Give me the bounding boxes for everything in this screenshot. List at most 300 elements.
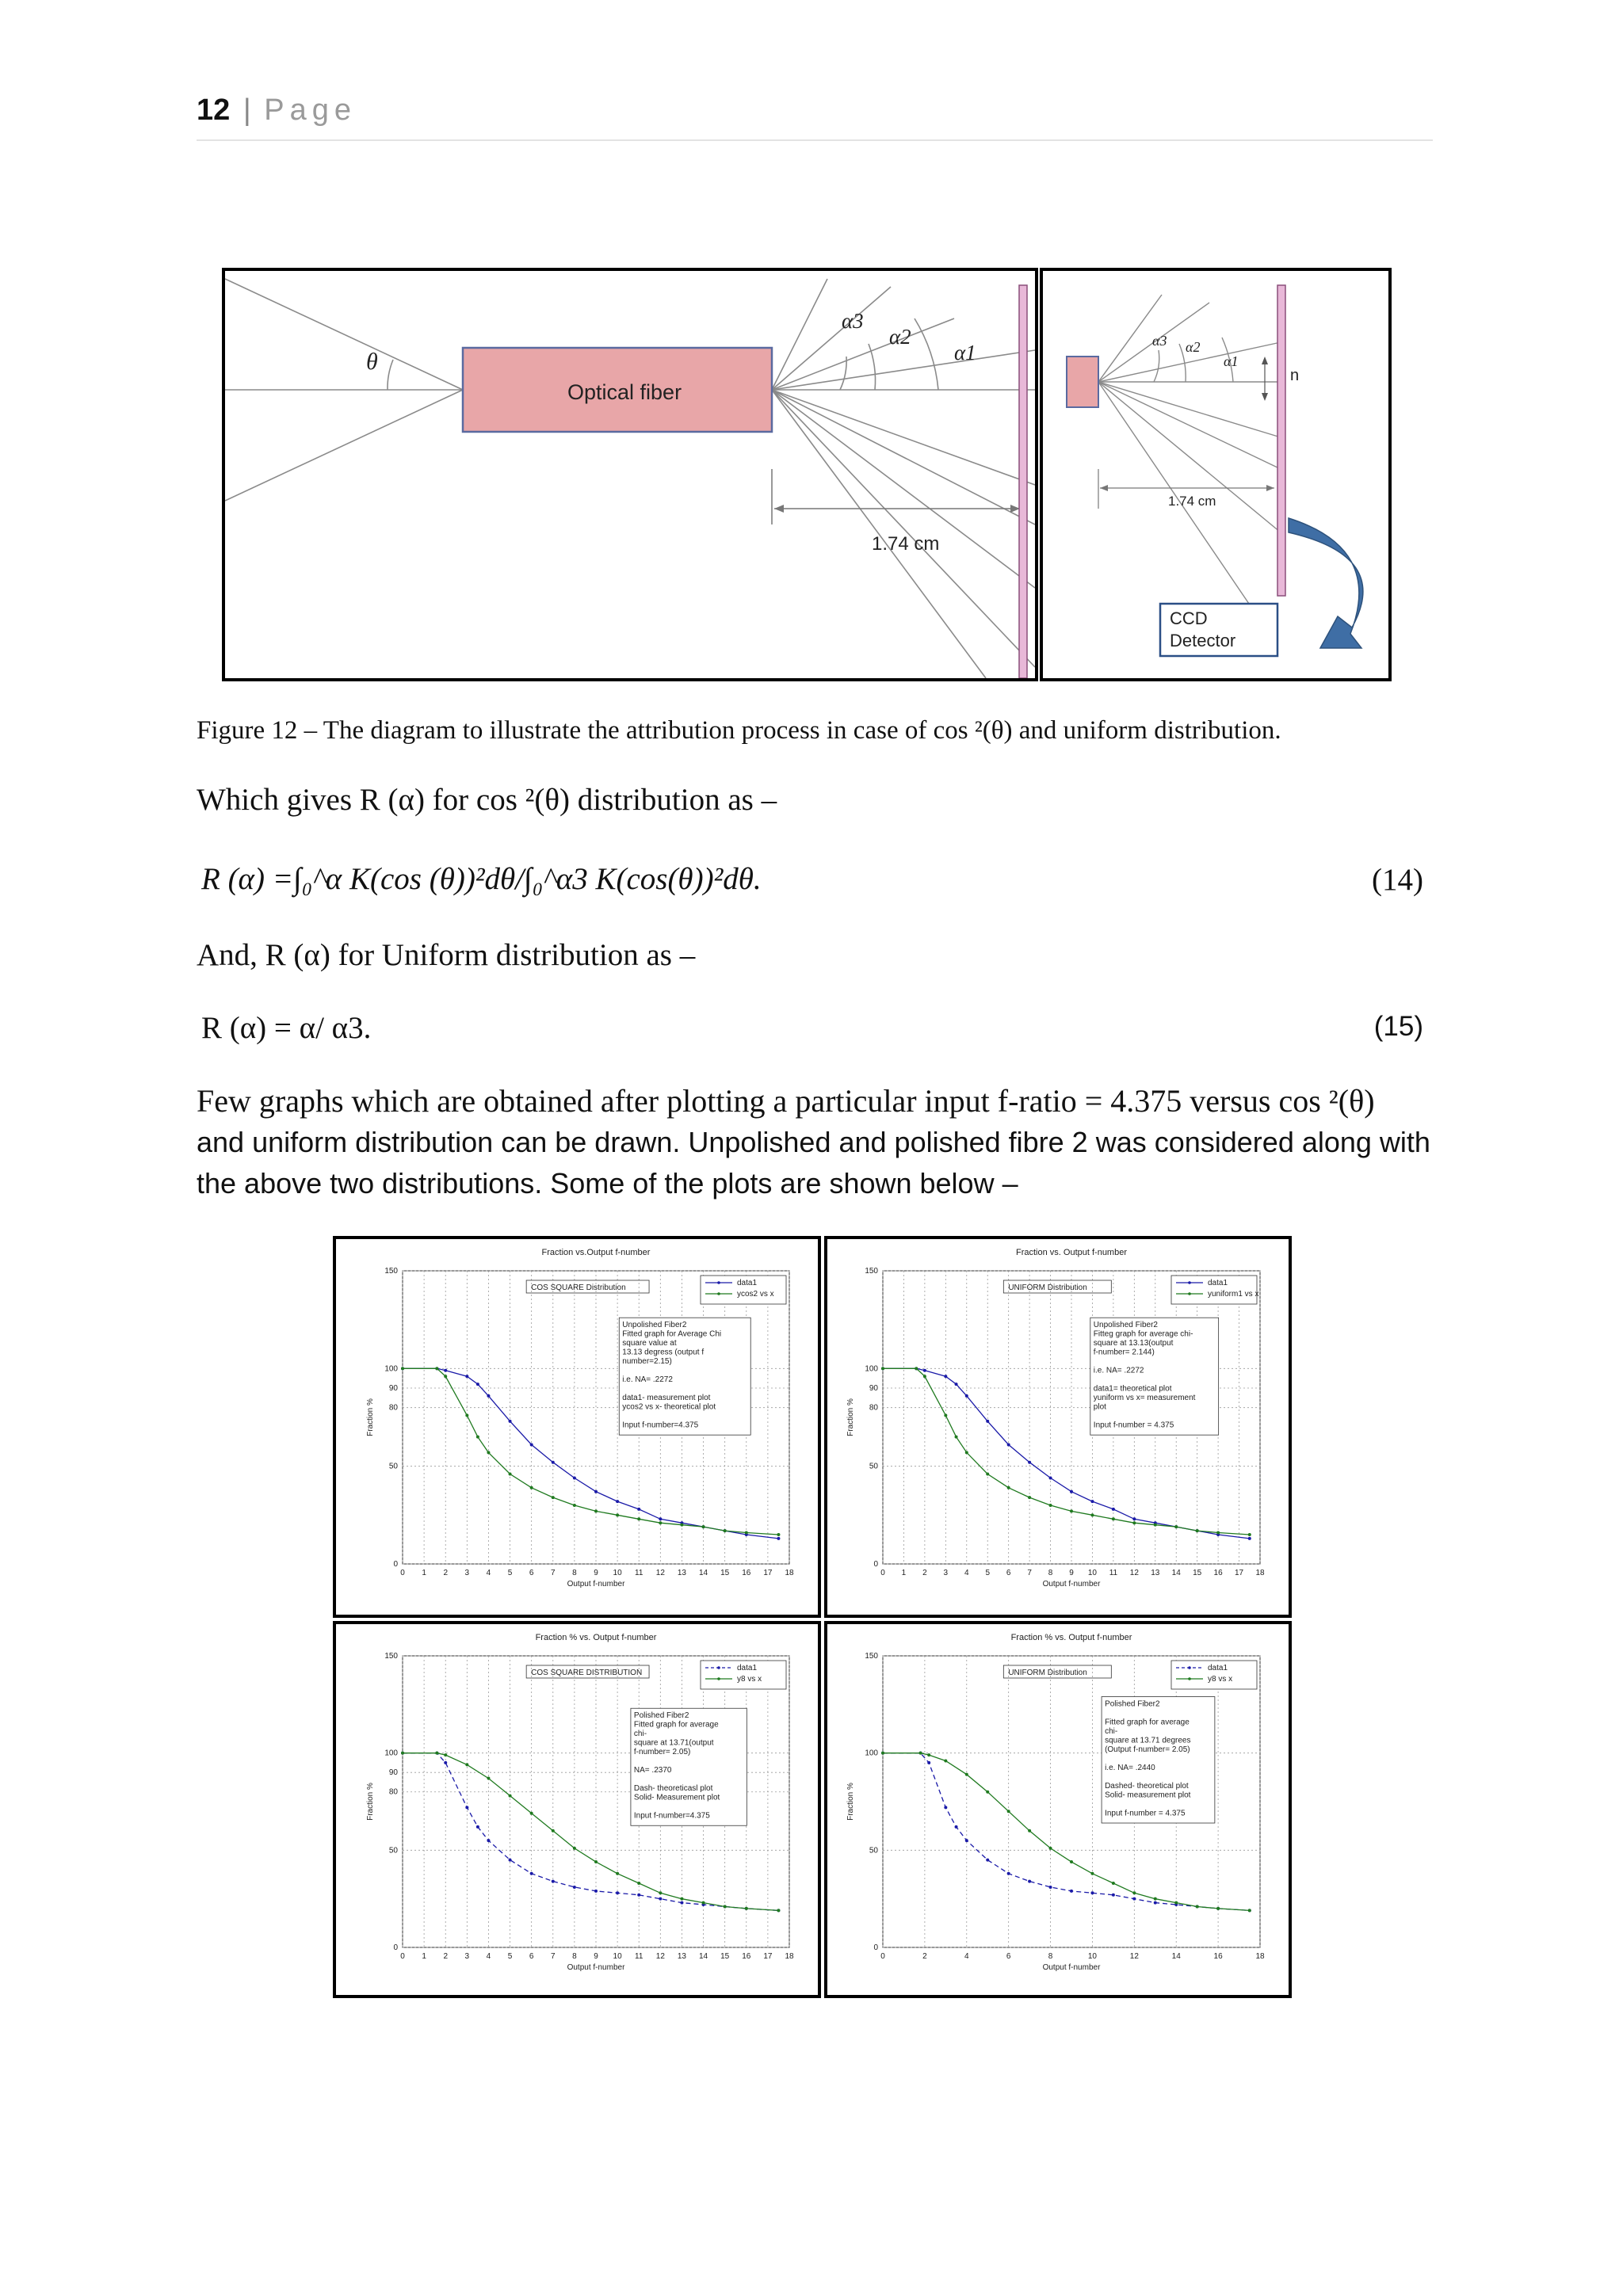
data-point (530, 1444, 533, 1447)
alpha2-label: α2 (889, 325, 911, 349)
paragraph-line-2: and uniform distribution can be drawn. Unpolished and polished fibre 2 was considered along with (197, 1126, 1430, 1158)
chart-title: Fraction % vs. Output f-number (1010, 1633, 1132, 1642)
annotation-line: i.e. NA= .2440 (1105, 1764, 1155, 1773)
data-point (552, 1461, 555, 1464)
data-point (530, 1486, 533, 1489)
annotation-line: NA= .2370 (633, 1766, 672, 1775)
data-point (573, 1847, 576, 1850)
data-point (659, 1897, 662, 1901)
legend-label: data1 (737, 1279, 758, 1287)
paragraph-line-1: Few graphs which are obtained after plotting a particular input f-ratio = 4.375 versus cos ²(θ) (197, 1083, 1375, 1119)
annotation-line: Fitteg graph for average chi- (1093, 1329, 1193, 1339)
x-tick-label: 0 (400, 1952, 405, 1961)
data-point (1112, 1894, 1115, 1897)
annotation-line: Input f-number = 4.375 (1105, 1809, 1186, 1818)
data-point (594, 1890, 598, 1893)
data-point (1132, 1891, 1136, 1894)
annotation-line: i.e. NA= .2272 (622, 1375, 673, 1385)
x-tick-label: 14 (1171, 1569, 1181, 1577)
data-point (509, 1473, 512, 1476)
x-tick-label: 11 (635, 1569, 643, 1577)
data-point (594, 1860, 598, 1863)
data-point (986, 1473, 989, 1476)
paragraph-line-3: the above two distributions. Some of the plots are shown below – (197, 1167, 1018, 1199)
data-point (435, 1367, 438, 1370)
x-tick-label: 11 (635, 1952, 643, 1961)
x-tick-label: 14 (698, 1569, 708, 1577)
chart-svg (827, 1239, 1289, 1615)
x-tick-label: 12 (1129, 1952, 1139, 1961)
x-tick-label: 9 (1069, 1569, 1074, 1577)
data-point (487, 1451, 490, 1454)
data-point (530, 1812, 533, 1815)
y-tick-label: 0 (873, 1943, 878, 1952)
x-tick-label: 1 (422, 1952, 426, 1961)
data-point (944, 1375, 947, 1378)
annotation-line: Polished Fiber2 (1105, 1699, 1160, 1709)
legend-marker (717, 1281, 720, 1284)
y-axis-label: Fraction % (846, 1783, 855, 1821)
x-tick-label: 16 (1213, 1569, 1223, 1577)
data-point (1028, 1829, 1031, 1833)
data-point (616, 1891, 619, 1894)
legend-label: data1 (1208, 1279, 1228, 1287)
legend-marker (1188, 1677, 1191, 1680)
annotation-line: Unpolished Fiber2 (1093, 1321, 1158, 1330)
data-point (1132, 1517, 1136, 1520)
data-point (616, 1500, 619, 1503)
annotation-line: Dash- theoreticasl plot (633, 1784, 713, 1794)
text-line-1: Which gives R (α) for cos ²(θ) distribution as – (197, 783, 777, 817)
data-point (923, 1375, 926, 1378)
annotation-line: plot (1093, 1402, 1106, 1412)
data-point (659, 1891, 662, 1894)
alpha2-label-right: α2 (1186, 339, 1201, 355)
data-point (1070, 1860, 1073, 1863)
annotation-line: ycos2 vs x- theoretical plot (622, 1402, 716, 1412)
data-point (1112, 1508, 1115, 1511)
data-point (1049, 1886, 1052, 1889)
y-tick-label: 80 (388, 1403, 398, 1413)
legend-label: ycos2 vs x (737, 1290, 774, 1299)
y-tick-label: 150 (384, 1652, 398, 1661)
data-point (1090, 1872, 1094, 1875)
x-tick-label: 18 (1255, 1952, 1265, 1961)
data-point (1007, 1872, 1010, 1875)
x-tick-label: 4 (964, 1952, 969, 1961)
annotation-line: i.e. NA= .2272 (1093, 1366, 1144, 1375)
x-tick-label: 5 (985, 1569, 991, 1577)
x-tick-label: 3 (464, 1569, 470, 1577)
data-point (1028, 1496, 1031, 1499)
annotation-line: Solid- Measurement plot (633, 1793, 720, 1802)
y-tick-label: 150 (865, 1652, 878, 1661)
x-axis-label: Output f-number (1042, 1580, 1101, 1589)
equation-15: R (α) = α/ α3. (201, 1011, 372, 1045)
data-point (401, 1752, 404, 1755)
page-number: 12 (197, 93, 231, 127)
x-tick-label: 9 (594, 1952, 598, 1961)
x-tick-label: 10 (1087, 1569, 1098, 1577)
distribution-label: COS SQUARE Distribution (531, 1283, 626, 1292)
legend-label: yuniform1 vs x (1208, 1290, 1259, 1299)
x-tick-label: 2 (922, 1569, 927, 1577)
data-point (777, 1533, 780, 1536)
data-point (616, 1513, 619, 1516)
x-tick-label: 5 (507, 1952, 513, 1961)
alpha3-label-right: α3 (1152, 333, 1167, 349)
legend-marker (1188, 1666, 1191, 1669)
data-point (965, 1839, 968, 1842)
data-point (1154, 1897, 1157, 1901)
x-axis-label: Output f-number (1042, 1963, 1101, 1972)
data-point (965, 1394, 968, 1398)
data-point (1132, 1521, 1136, 1524)
x-tick-label: 0 (400, 1569, 405, 1577)
equation-15-number: (15) (1373, 1011, 1423, 1042)
y-tick-label: 80 (869, 1403, 878, 1413)
data-point (465, 1414, 468, 1417)
data-point (552, 1496, 555, 1499)
data-point (659, 1521, 662, 1524)
x-tick-label: 1 (901, 1569, 907, 1577)
data-point (573, 1886, 576, 1889)
annotation-line: yuniform vs x= measurement (1093, 1394, 1196, 1403)
legend-marker (717, 1292, 720, 1295)
data-point (1196, 1529, 1199, 1532)
diagram-left-svg (225, 271, 1035, 678)
data-point (1154, 1524, 1157, 1527)
data-point (965, 1451, 968, 1454)
data-point (444, 1753, 447, 1756)
x-tick-label: 16 (742, 1569, 751, 1577)
data-point (476, 1436, 479, 1439)
data-point (745, 1907, 748, 1910)
annotation-line: Solid- measurement plot (1105, 1791, 1191, 1800)
chart-cos-square-unpolished (333, 1236, 821, 1618)
data-point (944, 1414, 947, 1417)
legend-marker (1188, 1281, 1191, 1284)
chart-svg (827, 1624, 1289, 1995)
data-point (1174, 1525, 1178, 1528)
data-point (637, 1517, 640, 1520)
x-tick-label: 6 (529, 1569, 534, 1577)
x-tick-label: 8 (572, 1569, 577, 1577)
chart-title: Fraction vs. Output f-number (1016, 1248, 1127, 1257)
data-point (509, 1859, 512, 1862)
annotation-line: Input f-number=4.375 (622, 1421, 699, 1430)
x-tick-label: 0 (880, 1569, 885, 1577)
data-point (944, 1806, 947, 1809)
distribution-label: COS SQUARE DISTRIBUTION (531, 1669, 643, 1677)
annotation-line: Fitted graph for average (1105, 1718, 1190, 1727)
data-point (637, 1882, 640, 1885)
data-point (444, 1369, 447, 1372)
annotation-line: Input f-number=4.375 (633, 1811, 710, 1821)
x-tick-label: 12 (1129, 1569, 1139, 1577)
x-tick-label: 18 (785, 1952, 794, 1961)
y-tick-label: 100 (384, 1364, 398, 1374)
data-point (444, 1375, 447, 1378)
y-tick-label: 90 (869, 1384, 878, 1393)
annotation-line: 13.13 degress (output f (622, 1348, 705, 1357)
x-tick-label: 15 (720, 1569, 730, 1577)
distribution-label: UNIFORM Distribution (1008, 1283, 1087, 1292)
y-tick-label: 0 (873, 1560, 878, 1569)
x-tick-label: 13 (677, 1952, 687, 1961)
diagram-left (222, 268, 1038, 681)
x-tick-label: 3 (464, 1952, 470, 1961)
figure-caption: Figure 12 – The diagram to illustrate the attribution process in case of cos ²(θ) and uniform distribution. (197, 716, 1281, 745)
data-point (724, 1529, 727, 1532)
data-point (1007, 1486, 1010, 1489)
legend-marker (717, 1677, 720, 1680)
x-tick-label: 18 (1255, 1569, 1265, 1577)
x-tick-label: 15 (720, 1952, 730, 1961)
x-tick-label: 16 (1213, 1952, 1223, 1961)
data-point (881, 1752, 884, 1755)
annotation-line: square at 13.71 degrees (1105, 1736, 1191, 1745)
x-tick-label: 10 (613, 1569, 622, 1577)
theta-label: θ (366, 349, 378, 375)
distance-label: 1.74 cm (872, 533, 940, 555)
data-point (1248, 1533, 1251, 1536)
annotation-line: number=2.15) (622, 1357, 672, 1367)
data-point (1248, 1909, 1251, 1912)
annotation-line: (Output f-number= 2.05) (1105, 1745, 1190, 1755)
equation-14-number: (14) (1372, 863, 1423, 897)
y-tick-label: 150 (384, 1267, 398, 1276)
data-point (724, 1905, 727, 1908)
data-point (955, 1436, 958, 1439)
data-point (1154, 1901, 1157, 1905)
data-point (1112, 1882, 1115, 1885)
x-tick-label: 17 (763, 1952, 773, 1961)
annotation-line: f-number= 2.05) (633, 1748, 691, 1757)
legend-label: data1 (737, 1664, 758, 1672)
x-tick-label: 0 (880, 1952, 885, 1961)
data-point (465, 1375, 468, 1378)
chart-uniform-polished (824, 1621, 1292, 1998)
data-point (594, 1490, 598, 1493)
y-axis-label: Fraction % (366, 1783, 375, 1821)
detector-label-2: Detector (1170, 631, 1236, 650)
distribution-label: UNIFORM Distribution (1008, 1669, 1087, 1677)
x-tick-label: 18 (785, 1569, 794, 1577)
chart-cos-square-polished (333, 1621, 821, 1998)
data-point (552, 1829, 555, 1833)
data-point (680, 1524, 683, 1527)
data-point (1090, 1513, 1094, 1516)
legend-label: data1 (1208, 1664, 1228, 1672)
x-tick-label: 13 (1151, 1569, 1160, 1577)
x-tick-label: 4 (486, 1952, 491, 1961)
data-point (1070, 1509, 1073, 1512)
annotation-line: f-number= 2.144) (1093, 1348, 1155, 1357)
y-axis-label: Fraction % (366, 1398, 375, 1436)
annotation-line: Fitted graph for Average Chi (622, 1329, 722, 1339)
legend-marker (717, 1666, 720, 1669)
y-tick-label: 0 (393, 1943, 398, 1952)
y-tick-label: 50 (869, 1846, 878, 1855)
data-point (465, 1763, 468, 1766)
x-tick-label: 4 (964, 1569, 969, 1577)
data-point (659, 1517, 662, 1520)
x-tick-label: 16 (742, 1952, 751, 1961)
data-point (552, 1880, 555, 1883)
data-point (509, 1420, 512, 1423)
alpha1-label-right: α1 (1224, 353, 1239, 369)
x-tick-label: 8 (1048, 1569, 1053, 1577)
diagram-right-svg (1043, 271, 1388, 678)
data-point (1070, 1890, 1073, 1893)
data-point (509, 1794, 512, 1798)
page-word: Page (264, 93, 357, 127)
annotation-line: square value at (622, 1339, 677, 1348)
x-tick-label: 12 (655, 1569, 665, 1577)
x-tick-label: 14 (1171, 1952, 1181, 1961)
annotation-box (1102, 1697, 1215, 1824)
y-tick-label: 90 (388, 1768, 398, 1778)
annotation-line: Polished Fiber2 (633, 1711, 689, 1721)
y-tick-label: 150 (865, 1267, 878, 1276)
data-point (616, 1872, 619, 1875)
equation-14: R (α) =∫₀^α K(cos (θ))²dθ/∫₀^α3 K(cos(θ))²dθ. (201, 862, 762, 896)
fiber-label: Optical fiber (567, 380, 682, 404)
x-tick-label: 7 (550, 1952, 556, 1961)
data-point (986, 1420, 989, 1423)
n-label: n (1290, 367, 1300, 384)
x-tick-label: 14 (698, 1952, 708, 1961)
data-point (573, 1504, 576, 1507)
x-tick-label: 15 (1193, 1569, 1202, 1577)
x-tick-label: 10 (613, 1952, 622, 1961)
data-point (1028, 1461, 1031, 1464)
x-tick-label: 1 (422, 1569, 426, 1577)
data-point (881, 1367, 884, 1370)
legend-label: y8 vs x (737, 1675, 762, 1684)
data-point (1007, 1444, 1010, 1447)
x-tick-label: 10 (1087, 1952, 1098, 1961)
data-point (1132, 1897, 1136, 1901)
data-point (1070, 1490, 1073, 1493)
data-point (927, 1761, 930, 1764)
x-tick-label: 8 (1048, 1952, 1053, 1961)
data-point (573, 1476, 576, 1479)
x-tick-label: 2 (922, 1952, 927, 1961)
data-point (680, 1901, 683, 1905)
data-point (487, 1394, 490, 1398)
x-axis-label: Output f-number (567, 1963, 625, 1972)
data-point (919, 1752, 922, 1755)
chart-svg (336, 1624, 818, 1995)
x-tick-label: 12 (655, 1952, 665, 1961)
data-point (1216, 1531, 1220, 1535)
data-point (915, 1367, 918, 1370)
data-point (944, 1759, 947, 1762)
legend-marker (1188, 1292, 1191, 1295)
annotation-line: Dashed- theoretical plot (1105, 1782, 1189, 1791)
data-point (487, 1777, 490, 1780)
data-point (1248, 1537, 1251, 1540)
data-point (530, 1872, 533, 1875)
data-point (923, 1369, 926, 1372)
y-tick-label: 80 (388, 1787, 398, 1797)
data-point (1090, 1500, 1094, 1503)
alpha1-label: α1 (954, 341, 976, 364)
y-tick-label: 100 (865, 1364, 878, 1374)
y-tick-label: 100 (384, 1749, 398, 1758)
annotation-line: square at 13.13(output (1093, 1339, 1174, 1348)
chart-svg (336, 1239, 818, 1615)
x-tick-label: 17 (763, 1569, 773, 1577)
data-point (487, 1839, 490, 1842)
data-point (637, 1894, 640, 1897)
x-tick-label: 7 (550, 1569, 556, 1577)
data-point (777, 1537, 780, 1540)
y-tick-label: 90 (388, 1384, 398, 1393)
data-point (702, 1901, 705, 1905)
x-tick-label: 2 (443, 1952, 449, 1961)
text-line-2: And, R (α) for Uniform distribution as – (197, 938, 696, 972)
y-tick-label: 100 (865, 1749, 878, 1758)
data-point (594, 1509, 598, 1512)
data-point (1049, 1847, 1052, 1850)
y-tick-label: 50 (869, 1462, 878, 1471)
data-point (637, 1508, 640, 1511)
data-point (1028, 1880, 1031, 1883)
data-point (1174, 1901, 1178, 1905)
x-tick-label: 9 (594, 1569, 598, 1577)
x-tick-label: 4 (486, 1569, 491, 1577)
page-header (197, 93, 1433, 141)
x-tick-label: 6 (529, 1952, 534, 1961)
annotation-line: chi- (1105, 1727, 1118, 1737)
data-point (1007, 1810, 1010, 1813)
data-point (1049, 1504, 1052, 1507)
y-axis-label: Fraction % (846, 1398, 855, 1436)
data-point (1112, 1517, 1115, 1520)
diagram-right (1040, 268, 1392, 681)
data-point (476, 1383, 479, 1386)
annotation-line: data1= theoretical plot (1093, 1384, 1172, 1394)
data-point (777, 1909, 780, 1912)
annotation-line: Input f-number = 4.375 (1093, 1421, 1174, 1430)
chart-title: Fraction % vs. Output f-number (535, 1633, 657, 1642)
data-point (444, 1761, 447, 1764)
data-point (986, 1859, 989, 1862)
annotation-line: square at 13.71(output (633, 1738, 714, 1748)
x-tick-label: 7 (1027, 1569, 1032, 1577)
x-tick-label: 3 (943, 1569, 949, 1577)
x-tick-label: 8 (572, 1952, 577, 1961)
data-point (1216, 1907, 1220, 1910)
annotation-line: data1- measurement plot (622, 1394, 711, 1403)
header-separator: | (242, 93, 251, 127)
data-point (955, 1825, 958, 1829)
x-tick-label: 13 (677, 1569, 687, 1577)
alpha3-label: α3 (842, 309, 864, 333)
data-point (986, 1791, 989, 1794)
y-tick-label: 50 (388, 1846, 398, 1855)
chart-uniform-unpolished (824, 1236, 1292, 1618)
data-point (1090, 1891, 1094, 1894)
data-point (702, 1525, 705, 1528)
data-point (465, 1806, 468, 1809)
annotation-line: Fitted graph for average (633, 1720, 719, 1730)
data-point (1049, 1476, 1052, 1479)
x-tick-label: 5 (507, 1569, 513, 1577)
